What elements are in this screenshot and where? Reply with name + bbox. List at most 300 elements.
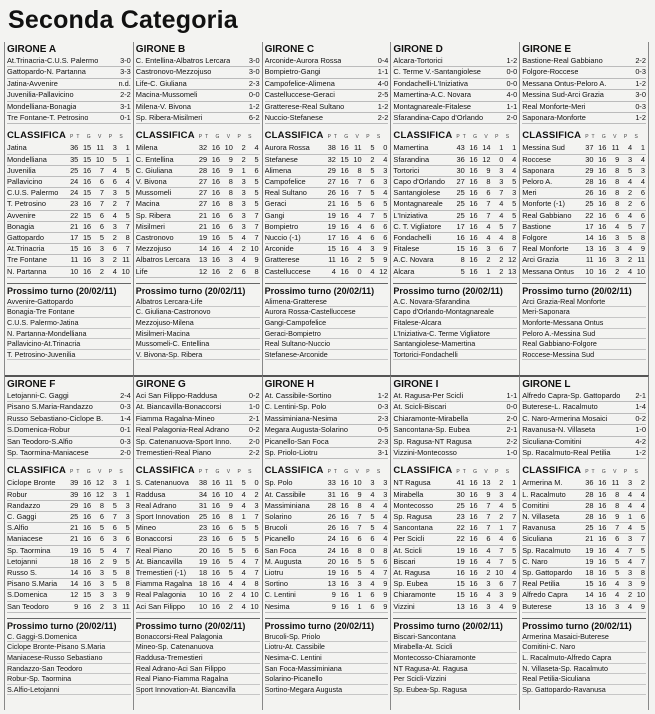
standings-row	[265, 244, 389, 255]
stat-cell: 6	[247, 165, 260, 176]
stat-cell: 16	[337, 590, 350, 601]
stat-cell: 2	[633, 478, 646, 489]
stat-cell: 7	[92, 199, 105, 210]
team-name: Russo S.	[7, 567, 66, 578]
stat-cell: 18	[195, 567, 208, 578]
standings-row	[522, 199, 646, 210]
standings-row	[7, 210, 131, 221]
stat-cell: 3	[234, 210, 247, 221]
stat-cell: 3	[620, 154, 633, 165]
standings-row	[265, 176, 389, 187]
stat-cell: 8	[350, 500, 363, 511]
stat-cell: 16	[466, 199, 479, 210]
stat-cell: 16	[337, 601, 350, 612]
match-score: 1-2	[506, 56, 518, 65]
stat-cell: 19	[324, 210, 337, 221]
standings-row	[265, 579, 389, 590]
stat-cell: 11	[118, 255, 131, 266]
stat-cell: 19	[324, 567, 337, 578]
standings-row	[265, 154, 389, 165]
stat-cell: 5	[620, 165, 633, 176]
stat-cell: 3	[234, 188, 247, 199]
stat-cell: 21	[195, 210, 208, 221]
team-name: Sp. Ragusa	[393, 511, 452, 522]
stat-cell: 4	[620, 266, 633, 277]
stat-cell: 9	[376, 590, 389, 601]
stat-cell: 3	[607, 255, 620, 266]
stat-cell: 3	[234, 176, 247, 187]
stat-cell: 11	[92, 143, 105, 154]
team-name: Gratterese	[265, 255, 324, 266]
match-name: S.Domenica-Robur	[7, 425, 70, 435]
stat-cell: 3	[105, 601, 118, 612]
results-list	[393, 391, 517, 459]
stat-cell: 5	[234, 534, 247, 545]
stat-cell: 20	[195, 545, 208, 556]
stat-cell: 13	[453, 601, 466, 612]
match-score: 0-0	[506, 78, 518, 88]
match-name: Gattopardo-N. Partanna	[7, 67, 86, 77]
stat-cell: 4	[376, 511, 389, 522]
standings-table	[393, 478, 517, 612]
girone-title: GIRONE D	[393, 44, 443, 55]
team-name: At. Ragusa	[393, 567, 452, 578]
match-name: Letojanni-C. Gaggi	[7, 391, 69, 400]
girone-title: GIRONE H	[264, 379, 315, 390]
stat-cell: 4	[491, 232, 504, 243]
stat-cell: 5	[234, 478, 247, 489]
stat-cell: 5	[247, 523, 260, 534]
next-match: Biscari-Sancontana	[393, 632, 517, 643]
stat-cell: 4	[350, 244, 363, 255]
stat-cell: 7	[247, 210, 260, 221]
stat-cell: 35	[66, 154, 79, 165]
result-row	[393, 56, 517, 67]
standings-row	[136, 176, 260, 187]
team-name: Bastione	[522, 221, 581, 232]
team-name: NT Ragusa	[393, 478, 452, 489]
team-name: Santangiolese	[393, 188, 452, 199]
stat-cell: 7	[92, 165, 105, 176]
match-name: C. Naro-Armerina Mosaici	[522, 413, 608, 423]
stat-cell: 3	[479, 244, 492, 255]
stat-cell: 8	[453, 255, 466, 266]
team-name: M. Augusta	[265, 556, 324, 567]
stat-cell: 25	[66, 165, 79, 176]
standings-row	[136, 210, 260, 221]
match-score: 0-0	[506, 402, 518, 412]
stat-cell: 2	[105, 232, 118, 243]
stat-cell: 4	[376, 500, 389, 511]
stat-cell: 32	[324, 154, 337, 165]
team-name: A.C. Novara	[393, 255, 452, 266]
classifica-label: CLASSIFICA	[393, 465, 453, 477]
stat-cell: 3	[504, 188, 517, 199]
stat-cell: 16	[208, 489, 221, 500]
stat-cell: 25	[453, 210, 466, 221]
match-score: 2-1	[635, 391, 646, 400]
stat-cell: 3	[350, 579, 363, 590]
stat-cell: 19	[582, 545, 595, 556]
stat-cell: 15	[453, 579, 466, 590]
stat-cell: 9	[247, 255, 260, 266]
stat-cell: 11	[607, 143, 620, 154]
stat-cell: 16	[79, 266, 92, 277]
team-name: Chiaramonte	[393, 590, 452, 601]
standings-row	[393, 176, 517, 187]
classifica-label: CLASSIFICA	[7, 465, 66, 477]
results-list	[136, 56, 260, 124]
match-score: 2-1	[506, 425, 518, 435]
stat-cell: 16	[79, 545, 92, 556]
stat-cell: 5	[118, 165, 131, 176]
standings-table	[265, 143, 389, 277]
stat-cell: 4	[324, 266, 337, 277]
stat-cell: 10	[582, 266, 595, 277]
result-row	[522, 102, 646, 113]
team-name: C. T. Vigliatore	[393, 221, 452, 232]
stat-cell: 0	[491, 154, 504, 165]
stat-cell: 11	[324, 255, 337, 266]
girone-title: GIRONE I	[393, 379, 439, 390]
stat-cell: 7	[633, 221, 646, 232]
team-name: Capo d'Orlando	[393, 176, 452, 187]
girone-column	[5, 375, 134, 710]
team-name: Montecosso	[393, 500, 452, 511]
team-name: Sfarandina	[393, 154, 452, 165]
classifica-label: CLASSIFICA	[7, 130, 66, 142]
match-name: At.Trinacria-C.U.S. Palermo	[7, 56, 99, 65]
stat-cell: 3	[363, 244, 376, 255]
stat-cell: 6	[92, 221, 105, 232]
result-row	[7, 67, 131, 78]
stat-cell: 2	[491, 266, 504, 277]
stat-cell: 6	[633, 188, 646, 199]
standings-row	[136, 556, 260, 567]
team-name: Folgore	[522, 232, 581, 243]
result-row	[393, 425, 517, 436]
stat-cell: 7	[350, 511, 363, 522]
stat-cell: 16	[594, 199, 607, 210]
stat-cell: 3	[92, 244, 105, 255]
next-match: Mussomeli-C. Entellina	[136, 339, 260, 350]
stat-cell: 4	[620, 176, 633, 187]
match-score: 1-0	[635, 425, 646, 435]
standings-row	[136, 534, 260, 545]
stat-cell: 4	[479, 232, 492, 243]
standings-row	[136, 601, 260, 612]
stat-cell: 16	[594, 579, 607, 590]
standings-row	[393, 545, 517, 556]
next-round-title: Prossimo turno (20/02/11)	[135, 285, 246, 296]
stat-cell: 7	[350, 176, 363, 187]
stat-cell: 4	[607, 221, 620, 232]
match-score: 1-1	[506, 391, 518, 400]
result-row	[393, 448, 517, 459]
stat-cell: 30	[453, 489, 466, 500]
results-list	[393, 56, 517, 124]
stat-cell: 5	[504, 176, 517, 187]
match-score: 2-2	[248, 447, 260, 457]
stat-cell: 4	[504, 489, 517, 500]
stat-cell: 16	[594, 232, 607, 243]
stat-cell: 16	[208, 188, 221, 199]
stat-cell: 16	[466, 143, 479, 154]
stat-cell: 0	[247, 478, 260, 489]
result-row	[522, 402, 646, 413]
stat-cell: 8	[607, 176, 620, 187]
stat-cell: 2	[491, 511, 504, 522]
stat-cell: 15	[324, 244, 337, 255]
stat-cell: 16	[594, 143, 607, 154]
stat-cell: 4	[105, 210, 118, 221]
match-name: Sfarandina-Capo d'Orlando	[393, 112, 484, 122]
match-score: 2-5	[377, 90, 389, 100]
next-match: Nesima-C. Lentini	[265, 653, 389, 664]
stat-cell: 16	[594, 210, 607, 221]
girone-column	[391, 42, 520, 375]
standings-row	[522, 590, 646, 601]
stat-cell: 14	[582, 590, 595, 601]
standings-row	[522, 500, 646, 511]
stat-cell: 16	[208, 511, 221, 522]
team-name: Siculiana	[522, 534, 581, 545]
standings-row	[393, 143, 517, 154]
standings-row	[136, 489, 260, 500]
result-row	[522, 425, 646, 436]
stat-cell: 2	[92, 556, 105, 567]
stat-cell: 1	[234, 511, 247, 522]
next-match: NT Ragusa-At. Ragusa	[393, 664, 517, 675]
stat-cell: 5	[118, 523, 131, 534]
stat-cell: 6	[491, 579, 504, 590]
stat-cell: 9	[221, 500, 234, 511]
standings-row	[393, 199, 517, 210]
stat-cell: 26	[324, 523, 337, 534]
standings-row	[265, 188, 389, 199]
stat-cell: 8	[479, 176, 492, 187]
match-name: Macina-Mussomeli	[135, 90, 198, 100]
stat-cell: 27	[195, 188, 208, 199]
stat-cell: 8	[118, 567, 131, 578]
team-name: At.Trinacria	[7, 244, 66, 255]
match-score: 0-2	[635, 413, 646, 423]
classifica-header	[393, 465, 517, 478]
stat-cell: 16	[466, 545, 479, 556]
team-name: Per Scicli	[393, 534, 452, 545]
stat-cell: 9	[376, 601, 389, 612]
stat-cell: 12	[504, 255, 517, 266]
standings-row	[136, 154, 260, 165]
next-round-title: Prossimo turno (20/02/11)	[393, 620, 503, 631]
team-name: S.Alfio	[7, 523, 66, 534]
match-score: 0-0	[506, 67, 518, 77]
team-name: Brucoli	[265, 523, 324, 534]
result-row	[522, 56, 646, 67]
stat-cell: 10	[247, 244, 260, 255]
stat-cell: 16	[466, 154, 479, 165]
stat-cell: 3	[105, 478, 118, 489]
results-list	[522, 391, 646, 459]
match-name: Sancontana-Sp. Eubea	[393, 425, 470, 435]
match-score: 3-0	[248, 67, 260, 77]
standings-row	[7, 478, 131, 489]
stat-cell: 5	[363, 188, 376, 199]
stat-cell: 1	[118, 489, 131, 500]
stat-cell: 10	[491, 567, 504, 578]
stat-cell: 7	[491, 188, 504, 199]
stat-cell: 5	[221, 556, 234, 567]
standings-row	[265, 556, 389, 567]
stat-cell: 3	[607, 244, 620, 255]
team-name: Letojanni	[7, 556, 66, 567]
match-name: At. Biancavilla-Bonaccorsi	[135, 402, 222, 412]
stat-cell: 6	[607, 210, 620, 221]
stat-cell: 3	[105, 188, 118, 199]
stat-cell: 4	[607, 579, 620, 590]
standings-row	[393, 221, 517, 232]
result-row	[265, 448, 389, 459]
stat-cell: 6	[491, 244, 504, 255]
stat-cell: 26	[324, 188, 337, 199]
next-match: Stefanese-Arconide	[265, 350, 389, 361]
match-score: 1-1	[506, 101, 518, 111]
stat-cell: 16	[594, 523, 607, 534]
stat-cell: 0	[363, 545, 376, 556]
stat-cell: 1	[350, 601, 363, 612]
standings-row	[522, 511, 646, 522]
stat-cell: 1	[491, 523, 504, 534]
match-score: 1-0	[248, 402, 260, 412]
match-score: 2-3	[377, 413, 389, 423]
next-round-title: Prossimo turno (20/02/11)	[522, 620, 632, 631]
stat-cell: 16	[208, 500, 221, 511]
match-score: 4-0	[506, 90, 518, 100]
standings-row	[522, 210, 646, 221]
stat-cell: 30	[582, 154, 595, 165]
stat-cell: 6	[92, 210, 105, 221]
match-score: n.d.	[118, 78, 131, 88]
stat-cell: 28	[582, 176, 595, 187]
team-name: San Teodoro	[7, 601, 66, 612]
stat-cell: 2	[620, 188, 633, 199]
stat-cell: 4	[491, 210, 504, 221]
stat-cell: 4	[607, 545, 620, 556]
stat-cell: 32	[195, 143, 208, 154]
stat-cell: 3	[620, 567, 633, 578]
team-name: Ciclope Bronte	[7, 478, 66, 489]
stat-cell: 6	[363, 176, 376, 187]
stat-cell: 10	[247, 601, 260, 612]
stat-cell: 29	[195, 154, 208, 165]
standings-row	[7, 500, 131, 511]
standings-row	[265, 500, 389, 511]
stat-cell: 7	[247, 556, 260, 567]
stat-cell: 16	[594, 478, 607, 489]
team-name: Arci Grazia	[522, 255, 581, 266]
stat-cell: 6	[376, 221, 389, 232]
stat-cell: 16	[466, 232, 479, 243]
stat-cell: 5	[234, 523, 247, 534]
stat-cell: 2	[620, 255, 633, 266]
stat-cell: 4	[234, 232, 247, 243]
girone-column	[5, 42, 134, 375]
stat-cell: 2	[479, 255, 492, 266]
stat-cell: 7	[118, 545, 131, 556]
stat-cell: 3	[105, 489, 118, 500]
team-name: Mussomeli	[136, 188, 195, 199]
stat-cell: 16	[79, 221, 92, 232]
stat-cell: 4	[479, 590, 492, 601]
stat-cell: 16	[594, 590, 607, 601]
standings-row	[522, 165, 646, 176]
stat-cell: 16	[466, 165, 479, 176]
stat-cell: 2	[247, 489, 260, 500]
stat-cell: 16	[208, 523, 221, 534]
stat-cell: 4	[221, 244, 234, 255]
stat-cell: 8	[607, 199, 620, 210]
classifica-column-headers: PT G V P S	[198, 134, 255, 141]
next-round	[393, 283, 517, 361]
stat-cell: 7	[504, 511, 517, 522]
team-name: Maniacese	[7, 534, 66, 545]
stat-cell: 10	[92, 154, 105, 165]
next-match: N. Villaseta-Sp. Racalmuto	[522, 664, 646, 675]
standings-row	[136, 244, 260, 255]
standings-row	[393, 154, 517, 165]
match-score: 1-4	[635, 402, 646, 412]
stat-cell: 9	[376, 255, 389, 266]
stat-cell: 16	[594, 556, 607, 567]
match-name: Sp. Priolo-Liotru	[264, 447, 318, 457]
stat-cell: 8	[607, 188, 620, 199]
stat-cell: 5	[221, 567, 234, 578]
match-score: 1-2	[377, 101, 389, 111]
stat-cell: 7	[479, 523, 492, 534]
stat-cell: 3	[376, 478, 389, 489]
standings-row	[7, 232, 131, 243]
stat-cell: 4	[234, 500, 247, 511]
match-score: 1-2	[377, 391, 389, 400]
stat-cell: 6	[92, 176, 105, 187]
standings-row	[265, 232, 389, 243]
classifica-header	[265, 130, 389, 143]
team-name: Albatros Lercara	[136, 255, 195, 266]
stat-cell: 11	[582, 255, 595, 266]
next-match: Pallavicino-At.Trinacria	[7, 339, 131, 350]
standings-table	[522, 478, 646, 612]
stat-cell: 9	[324, 601, 337, 612]
next-match: Randazzo-San Teodoro	[7, 664, 131, 675]
stat-cell: 8	[118, 232, 131, 243]
stat-cell: 1	[633, 143, 646, 154]
stat-cell: 16	[466, 556, 479, 567]
match-score: 3-1	[120, 101, 131, 111]
standings-row	[7, 567, 131, 578]
next-round-title: Prossimo turno (20/02/11)	[522, 285, 632, 296]
standings-row	[136, 590, 260, 601]
stat-cell: 3	[633, 165, 646, 176]
stat-cell: 4	[491, 500, 504, 511]
standings-grid	[4, 42, 649, 710]
stat-cell: 6	[363, 221, 376, 232]
team-name: Mineo	[136, 523, 195, 534]
next-match: Santangiolese-Mamertina	[393, 339, 517, 350]
result-row	[265, 402, 389, 413]
standings-row	[393, 188, 517, 199]
stat-cell: 0	[350, 266, 363, 277]
team-name: Messina Sud	[522, 143, 581, 154]
